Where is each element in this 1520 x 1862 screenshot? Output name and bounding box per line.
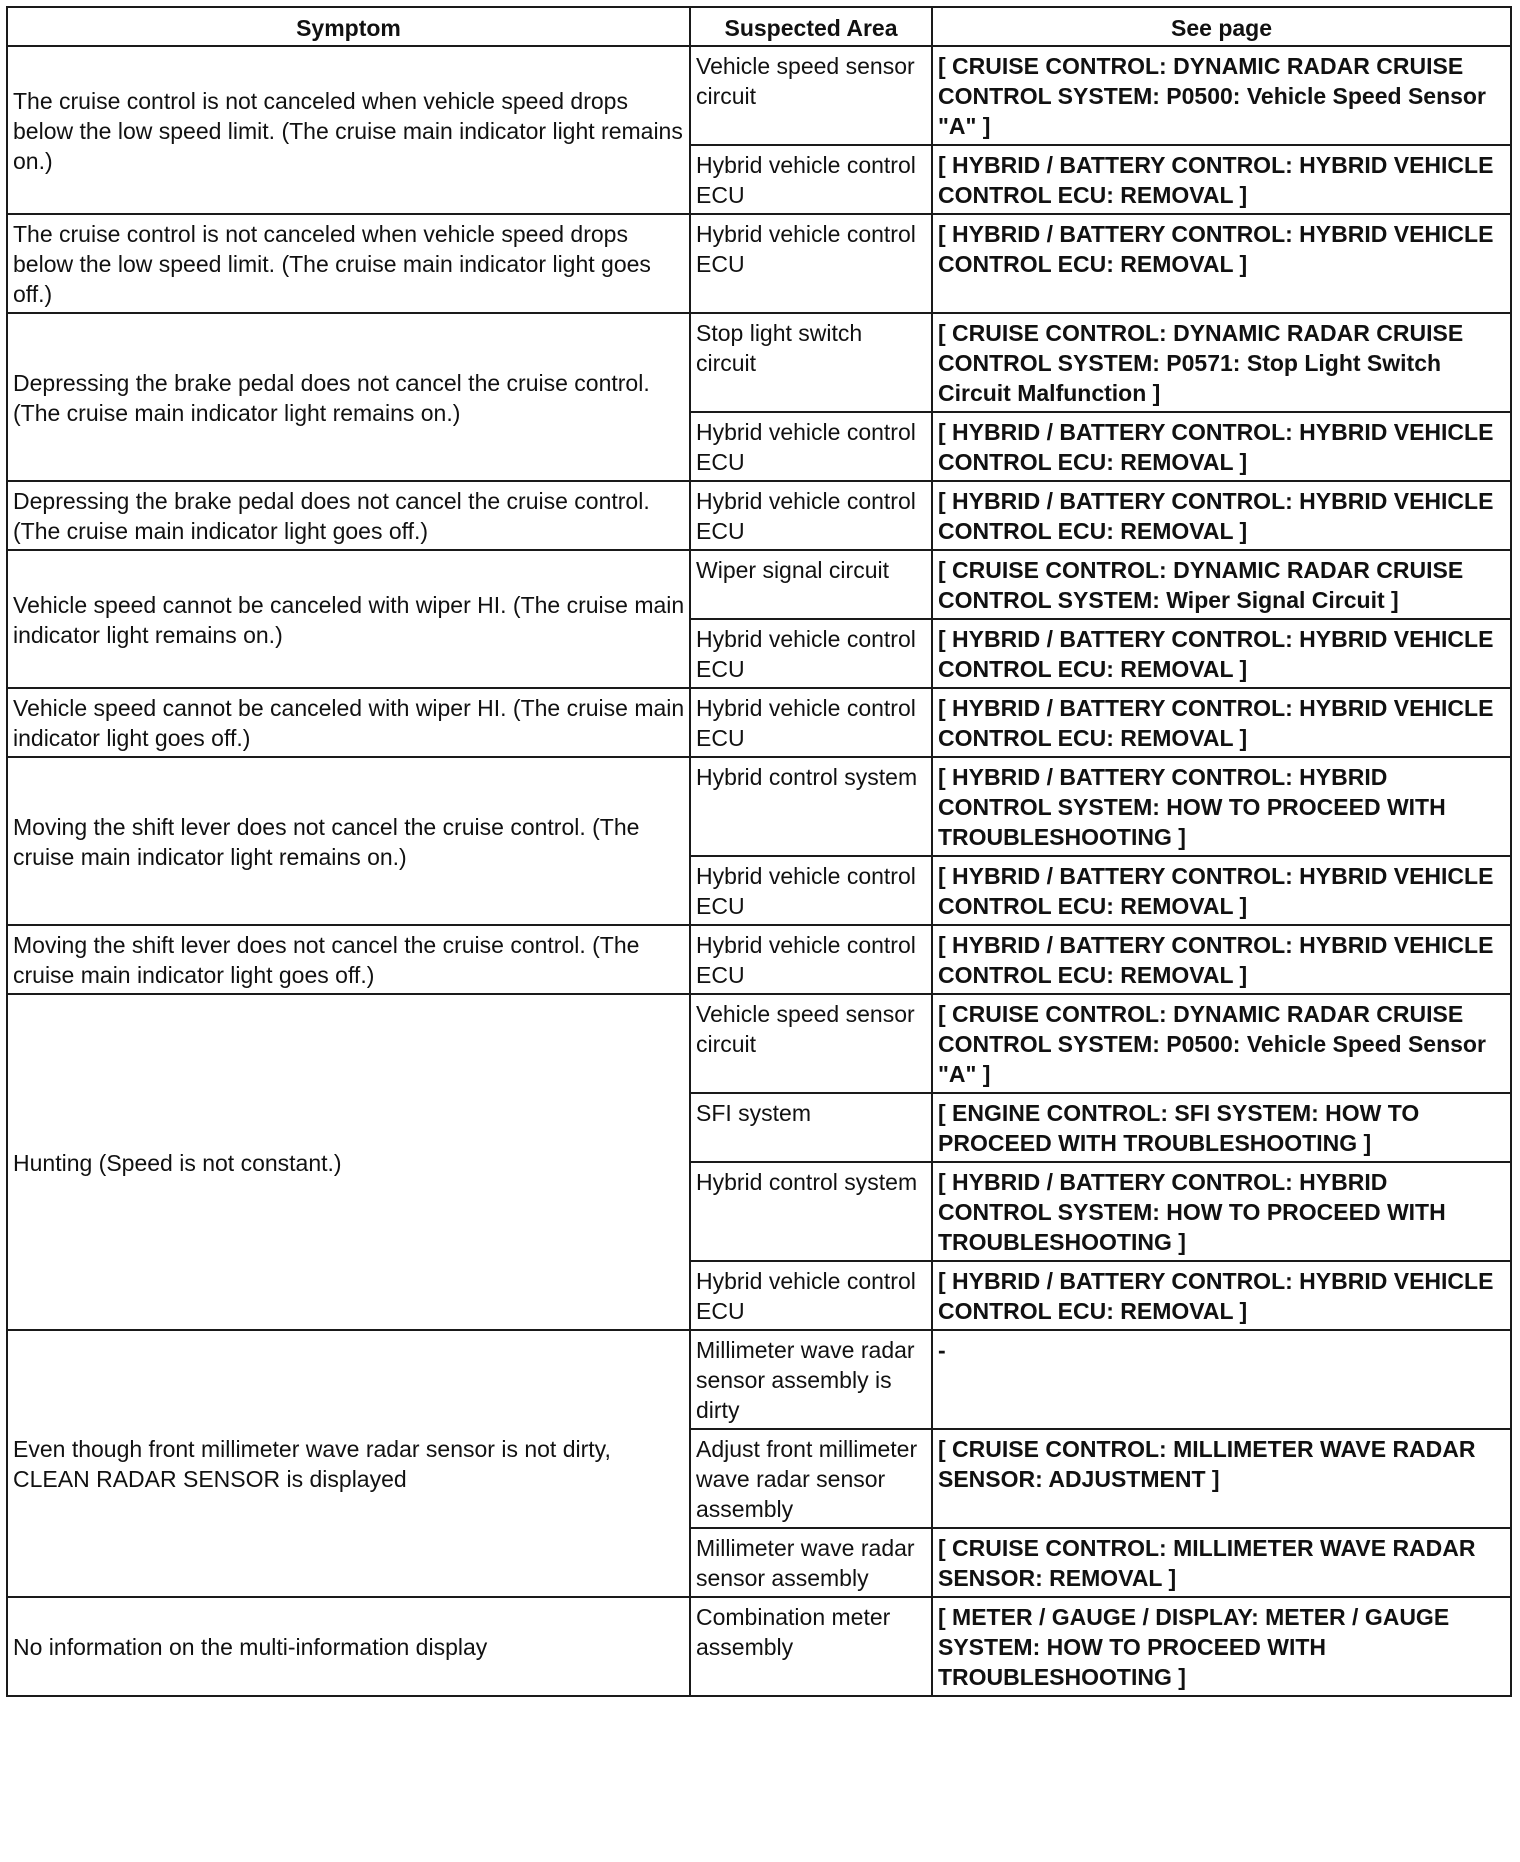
symptom-cell: Moving the shift lever does not cancel the cruise control. (The cruise main indicator light goes off.) xyxy=(7,925,690,994)
table-row xyxy=(7,550,1511,619)
suspected-area-cell: Millimeter wave radar sensor assembly is dirty xyxy=(690,1330,932,1429)
suspected-area-cell: Hybrid vehicle control ECU xyxy=(690,412,932,481)
see-page-reference-cell: [ CRUISE CONTROL: DYNAMIC RADAR CRUISE CONTROL SYSTEM: P0500: Vehicle Speed Sensor "A" ] xyxy=(932,994,1511,1093)
table-row xyxy=(7,46,1511,145)
see-page-reference-cell: [ METER / GAUGE / DISPLAY: METER / GAUGE SYSTEM: HOW TO PROCEED WITH TROUBLESHOOTING ] xyxy=(932,1597,1511,1696)
suspected-area-cell: SFI system xyxy=(690,1093,932,1162)
suspected-area-cell: Hybrid vehicle control ECU xyxy=(690,481,932,550)
suspected-area-cell: Hybrid vehicle control ECU xyxy=(690,619,932,688)
suspected-area-cell: Millimeter wave radar sensor assembly xyxy=(690,1528,932,1597)
see-page-reference-cell: [ HYBRID / BATTERY CONTROL: HYBRID CONTROL SYSTEM: HOW TO PROCEED WITH TROUBLESHOOTING ] xyxy=(932,1162,1511,1261)
table-header-row xyxy=(7,7,1511,46)
table-row xyxy=(7,1330,1511,1429)
symptom-cell: The cruise control is not canceled when vehicle speed drops below the low speed limit. (The cruise main indicator light goes off.) xyxy=(7,214,690,313)
see-page-reference-cell: [ HYBRID / BATTERY CONTROL: HYBRID VEHICLE CONTROL ECU: REMOVAL ] xyxy=(932,145,1511,214)
suspected-area-cell: Adjust front millimeter wave radar sensor assembly xyxy=(690,1429,932,1528)
see-page-reference-cell: [ HYBRID / BATTERY CONTROL: HYBRID VEHICLE CONTROL ECU: REMOVAL ] xyxy=(932,214,1511,313)
suspected-area-cell: Vehicle speed sensor circuit xyxy=(690,46,932,145)
table-row xyxy=(7,214,1511,313)
see-page-reference-cell: [ CRUISE CONTROL: DYNAMIC RADAR CRUISE CONTROL SYSTEM: P0500: Vehicle Speed Sensor "A" ] xyxy=(932,46,1511,145)
table-row xyxy=(7,994,1511,1093)
symptom-cell: The cruise control is not canceled when vehicle speed drops below the low speed limit. (The cruise main indicator light remains on.) xyxy=(7,46,690,214)
see-page-reference-cell: [ CRUISE CONTROL: DYNAMIC RADAR CRUISE CONTROL SYSTEM: P0571: Stop Light Switch Circuit Malfunction ] xyxy=(932,313,1511,412)
symptom-cell: No information on the multi-information display xyxy=(7,1597,690,1696)
suspected-area-cell: Hybrid vehicle control ECU xyxy=(690,145,932,214)
suspected-area-cell: Wiper signal circuit xyxy=(690,550,932,619)
see-page-reference-cell: [ CRUISE CONTROL: MILLIMETER WAVE RADAR SENSOR: ADJUSTMENT ] xyxy=(932,1429,1511,1528)
table-row xyxy=(7,688,1511,757)
suspected-area-cell: Hybrid vehicle control ECU xyxy=(690,1261,932,1330)
see-page-reference-cell: [ ENGINE CONTROL: SFI SYSTEM: HOW TO PROCEED WITH TROUBLESHOOTING ] xyxy=(932,1093,1511,1162)
suspected-area-cell: Hybrid vehicle control ECU xyxy=(690,856,932,925)
table-row xyxy=(7,925,1511,994)
suspected-area-cell: Combination meter assembly xyxy=(690,1597,932,1696)
table-body xyxy=(7,46,1511,1696)
see-page-reference-cell: [ HYBRID / BATTERY CONTROL: HYBRID VEHICLE CONTROL ECU: REMOVAL ] xyxy=(932,619,1511,688)
see-page-reference-cell: [ HYBRID / BATTERY CONTROL: HYBRID VEHICLE CONTROL ECU: REMOVAL ] xyxy=(932,856,1511,925)
suspected-area-cell: Hybrid control system xyxy=(690,1162,932,1261)
see-page-reference-cell: - xyxy=(932,1330,1511,1429)
table-row xyxy=(7,313,1511,412)
header-see-page: See page xyxy=(932,7,1511,46)
table-row xyxy=(7,481,1511,550)
see-page-reference-cell: [ HYBRID / BATTERY CONTROL: HYBRID VEHICLE CONTROL ECU: REMOVAL ] xyxy=(932,481,1511,550)
suspected-area-cell: Vehicle speed sensor circuit xyxy=(690,994,932,1093)
header-symptom: Symptom xyxy=(7,7,690,46)
symptom-cell: Vehicle speed cannot be canceled with wiper HI. (The cruise main indicator light goes off.) xyxy=(7,688,690,757)
suspected-area-cell: Hybrid vehicle control ECU xyxy=(690,214,932,313)
table-row xyxy=(7,1597,1511,1696)
troubleshooting-table-container xyxy=(6,6,1512,1697)
header-suspected-area: Suspected Area xyxy=(690,7,932,46)
symptom-cell: Depressing the brake pedal does not cancel the cruise control. (The cruise main indicator light goes off.) xyxy=(7,481,690,550)
suspected-area-cell: Hybrid control system xyxy=(690,757,932,856)
suspected-area-cell: Hybrid vehicle control ECU xyxy=(690,688,932,757)
symptom-cell: Depressing the brake pedal does not cancel the cruise control. (The cruise main indicator light remains on.) xyxy=(7,313,690,481)
table-row xyxy=(7,757,1511,856)
see-page-reference-cell: [ HYBRID / BATTERY CONTROL: HYBRID VEHICLE CONTROL ECU: REMOVAL ] xyxy=(932,688,1511,757)
see-page-reference-cell: [ HYBRID / BATTERY CONTROL: HYBRID CONTROL SYSTEM: HOW TO PROCEED WITH TROUBLESHOOTING ] xyxy=(932,757,1511,856)
see-page-reference-cell: [ HYBRID / BATTERY CONTROL: HYBRID VEHICLE CONTROL ECU: REMOVAL ] xyxy=(932,412,1511,481)
see-page-reference-cell: [ CRUISE CONTROL: MILLIMETER WAVE RADAR SENSOR: REMOVAL ] xyxy=(932,1528,1511,1597)
see-page-reference-cell: [ HYBRID / BATTERY CONTROL: HYBRID VEHICLE CONTROL ECU: REMOVAL ] xyxy=(932,1261,1511,1330)
symptom-cell: Hunting (Speed is not constant.) xyxy=(7,994,690,1330)
see-page-reference-cell: [ HYBRID / BATTERY CONTROL: HYBRID VEHICLE CONTROL ECU: REMOVAL ] xyxy=(932,925,1511,994)
problem-symptoms-table xyxy=(6,6,1512,1697)
symptom-cell: Vehicle speed cannot be canceled with wiper HI. (The cruise main indicator light remains on.) xyxy=(7,550,690,688)
suspected-area-cell: Hybrid vehicle control ECU xyxy=(690,925,932,994)
suspected-area-cell: Stop light switch circuit xyxy=(690,313,932,412)
see-page-reference-cell: [ CRUISE CONTROL: DYNAMIC RADAR CRUISE CONTROL SYSTEM: Wiper Signal Circuit ] xyxy=(932,550,1511,619)
symptom-cell: Moving the shift lever does not cancel the cruise control. (The cruise main indicator light remains on.) xyxy=(7,757,690,925)
symptom-cell: Even though front millimeter wave radar sensor is not dirty, CLEAN RADAR SENSOR is displayed xyxy=(7,1330,690,1597)
